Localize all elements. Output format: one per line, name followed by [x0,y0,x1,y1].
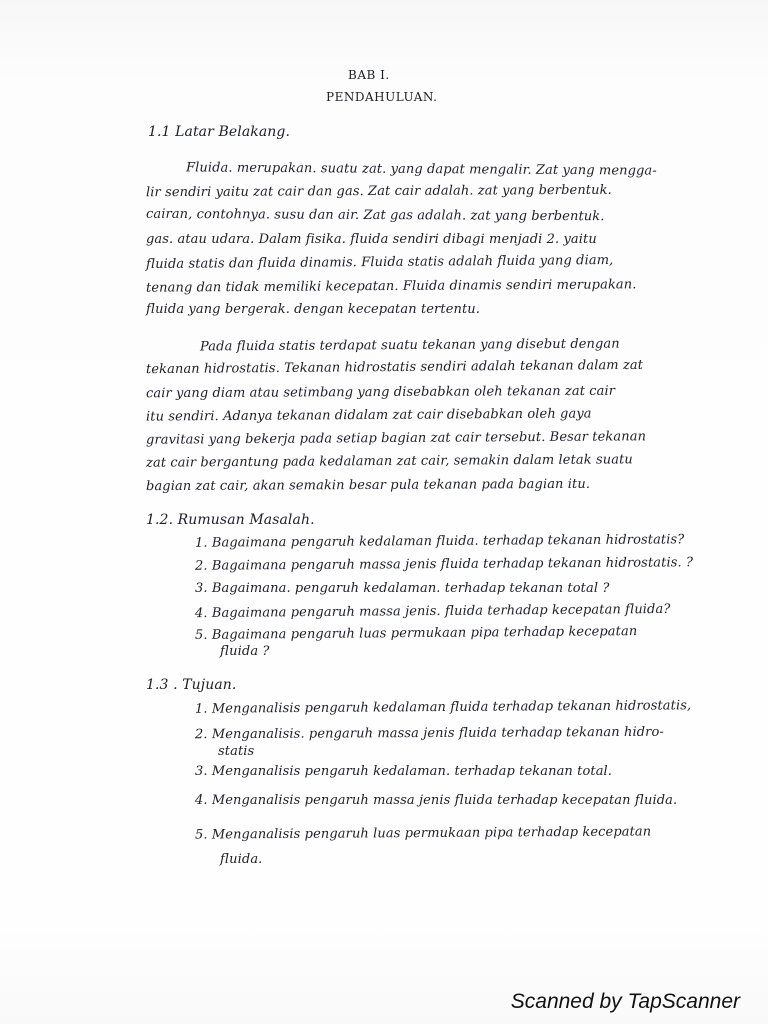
text-line: bagian zat cair, akan semakin besar pula tekanan pada bagian itu. [145,476,591,495]
scanner-watermark: Scanned by TapScanner [510,990,740,1013]
list-item: 2. Bagaimana pengaruh massa jenis fluida terhadap tekanan hidrostatis. ? [194,555,694,574]
list-item: 3. Menganalisis pengaruh kedalaman. terhadap tekanan total. [195,764,613,779]
chapter-number: BAB I. [348,68,390,82]
text-line: lir sendiri yaitu zat cair dan gas. Zat cair adalah. zat yang berbentuk. [145,182,612,201]
text-line: tenang dan tidak memiliki kecepatan. Fluida dinamis sendiri merupakan. [145,277,637,296]
text-line: gas. atau udara. Dalam fisika. fluida sendiri dibagi menjadi 2. yaitu [146,232,597,247]
text-line: itu sendiri. Adanya tekanan didalam zat cair disebabkan oleh gaya [145,406,592,425]
list-item: 3. Bagaimana. pengaruh kedalaman. terhadap tekanan total ? [195,581,610,596]
list-item: 1. Menganalisis pengaruh kedalaman fluida terhadap tekanan hidrostatis, [194,698,692,717]
text-line: gravitasi yang bekerja pada setiap bagian zat cair tersebut. Besar tekanan [145,429,647,448]
text-line: fluida statis dan fluida dinamis. Fluida statis adalah fluida yang diam, [145,252,614,273]
chapter-title: PENDAHULUAN. [326,90,438,104]
text-line: cair yang diam atau setimbang yang disebabkan oleh tekanan zat cair [145,383,616,402]
section-heading-latar-belakang: 1.1 Latar Belakang. [148,124,291,140]
section-heading-tujuan: 1.3 . Tujuan. [146,677,237,693]
list-item: 5. Bagaimana pengaruh luas permukaan pipa terhadap kecepatan [194,624,638,643]
text-line: cairan, contohnya. susu dan air. Zat gas adalah. zat yang berbentuk. [145,206,605,225]
text-line: zat cair bergantung pada kedalaman zat cair, semakin dalam letak suatu [145,452,633,471]
list-item-continuation: fluida. [220,852,263,867]
list-item: 2. Menganalisis. pengaruh massa jenis fluida terhadap tekanan hidro- [194,724,664,743]
text-line: fluida yang bergerak. dengan kecepatan tertentu. [146,302,480,317]
text-line: Fluida. merupakan. suatu zat. yang dapat mengalir. Zat yang mengga- [185,160,657,179]
list-item-continuation: fluida ? [220,644,270,659]
list-item-continuation: statis [218,744,255,759]
list-item: 4. Menganalisis pengaruh massa jenis fluida terhadap kecepatan fluida. [195,793,678,808]
text-line: Pada fluida statis terdapat suatu tekanan yang disebut dengan [199,336,620,355]
list-item: 4. Bagaimana pengaruh massa jenis. fluida terhadap kecepatan fluida? [194,601,671,622]
section-heading-rumusan-masalah: 1.2. Rumusan Masalah. [146,512,315,528]
text-line: tekanan hidrostatis. Tekanan hidrostatis sendiri adalah tekanan dalam zat [145,357,644,378]
list-item: 1. Bagaimana pengaruh kedalaman fluida. terhadap tekanan hidrostatis? [194,532,685,551]
list-item: 5. Menganalisis pengaruh luas permukaan pipa terhadap kecepatan [194,824,652,843]
